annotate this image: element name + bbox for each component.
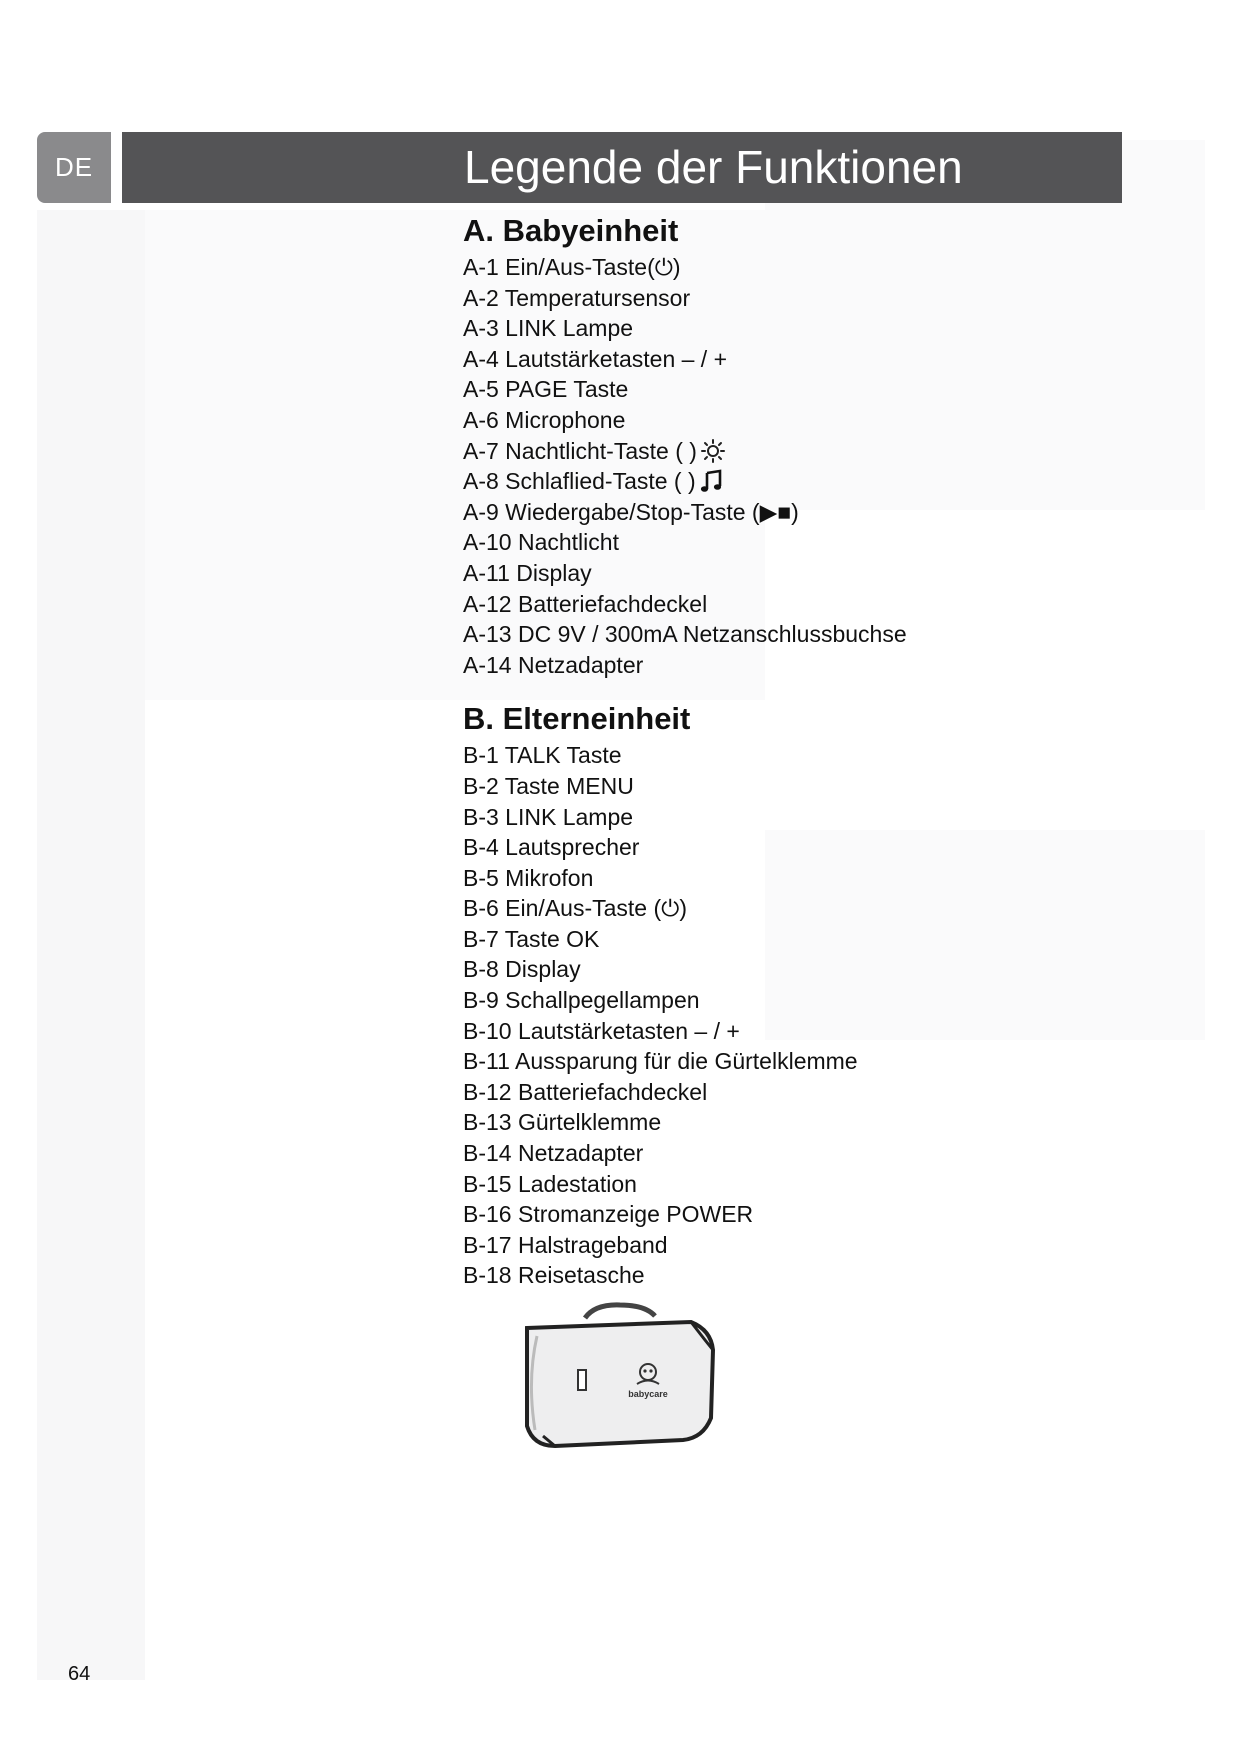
list-item: B-7 Taste OK bbox=[463, 925, 600, 952]
list-item: A-6 Microphone bbox=[463, 406, 626, 433]
list-item: A-4 Lautstärketasten – / + bbox=[463, 345, 728, 372]
title-bar bbox=[122, 132, 1122, 203]
night-light-icon bbox=[701, 439, 725, 463]
legend-content bbox=[463, 210, 1183, 1291]
baby-unit-list bbox=[463, 252, 1183, 680]
list-item: A-2 Temperatursensor bbox=[463, 284, 691, 311]
list-item: B-11 Aussparung für die Gürtelklemme bbox=[463, 1048, 858, 1075]
list-item: A-1 Ein/Aus-Taste(⏻) bbox=[463, 254, 681, 280]
list-item: B-4 Lautsprecher bbox=[463, 834, 640, 861]
list-item: B-17 Halstrageband bbox=[463, 1231, 668, 1258]
list-item: B-6 Ein/Aus-Taste (⏻) bbox=[463, 895, 687, 922]
list-item: B-13 Gürtelklemme bbox=[463, 1109, 662, 1136]
page-title: Legende der Funktionen bbox=[464, 141, 963, 193]
list-item: A-7 Nachtlicht-Taste ( ) bbox=[463, 436, 1183, 467]
section-heading-baby-unit: A. Babyeinheit bbox=[463, 213, 679, 248]
list-item: A-8 Schlaflied-Taste ( ) bbox=[463, 466, 1183, 497]
list-item: B-16 Stromanzeige POWER bbox=[463, 1201, 754, 1228]
list-item: B-12 Batteriefachdeckel bbox=[463, 1078, 708, 1105]
list-item: A-9 Wiedergabe/Stop-Taste (▶■) bbox=[463, 498, 799, 525]
music-note-icon bbox=[700, 469, 722, 493]
list-item: B-9 Schallpegellampen bbox=[463, 987, 700, 1014]
list-item: A-3 LINK Lampe bbox=[463, 315, 634, 342]
list-item: A-14 Netzadapter bbox=[463, 651, 644, 678]
list-item: A-13 DC 9V / 300mA Netzanschlussbuchse bbox=[463, 621, 907, 648]
page-number: 64 bbox=[68, 1663, 91, 1685]
list-item: B-1 TALK Taste bbox=[463, 742, 622, 769]
language-tab-label: DE bbox=[54, 152, 94, 182]
list-item: B-8 Display bbox=[463, 956, 581, 983]
list-item: A-5 PAGE Taste bbox=[463, 376, 629, 403]
list-item: B-5 Mikrofon bbox=[463, 864, 594, 891]
list-item: B-15 Ladestation bbox=[463, 1170, 637, 1197]
list-item: A-10 Nachtlicht bbox=[463, 529, 619, 556]
list-item: A-12 Batteriefachdeckel bbox=[463, 590, 708, 617]
list-item: B-2 Taste MENU bbox=[463, 772, 634, 799]
section-heading-parent-unit: B. Elterneinheit bbox=[463, 701, 691, 737]
bag-logo-text: babycare bbox=[628, 1389, 668, 1399]
list-item: B-10 Lautstärketasten – / + bbox=[463, 1017, 740, 1044]
list-item: B-3 LINK Lampe bbox=[463, 803, 634, 830]
section-gap bbox=[463, 680, 1183, 698]
language-tab bbox=[37, 132, 111, 203]
travel-bag-image bbox=[515, 1300, 725, 1450]
list-item: B-14 Netzadapter bbox=[463, 1140, 644, 1167]
list-item: B-18 Reisetasche bbox=[463, 1262, 645, 1289]
background-panel-left bbox=[37, 210, 145, 1680]
list-item: A-11 Display bbox=[463, 559, 592, 586]
parent-unit-list bbox=[463, 740, 1183, 1291]
